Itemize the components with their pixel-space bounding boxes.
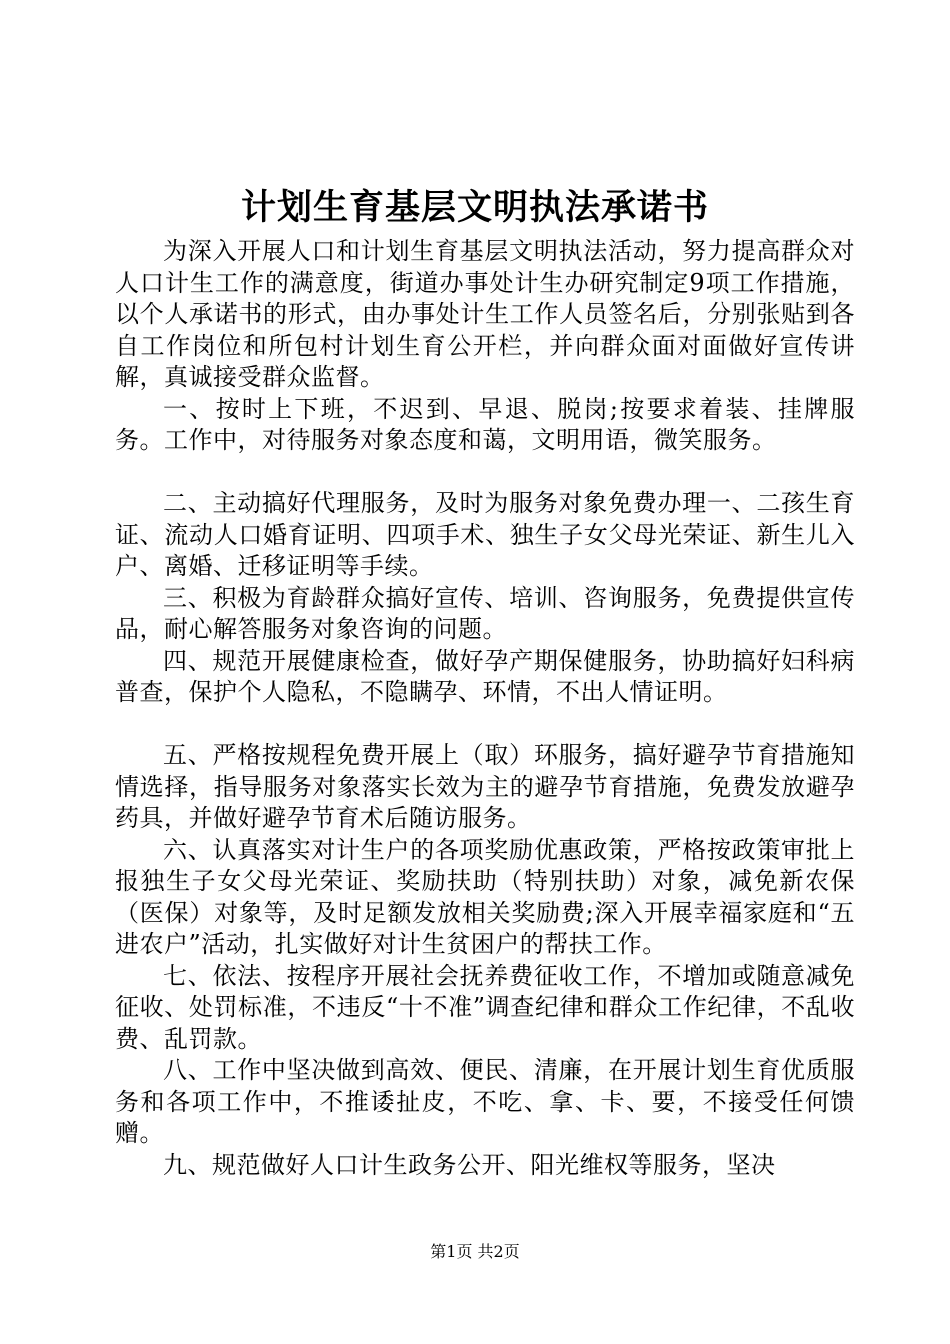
pledge-item-3: 三、积极为育龄群众搞好宣传、培训、咨询服务，免费提供宣传品，耐心解答服务对象咨询的问题。 — [115, 583, 855, 643]
pledge-item-6: 六、认真落实对计生户的各项奖励优惠政策，严格按政策审批上报独生子女父母光荣证、奖励扶助（特别扶助）对象，减免新农保（医保）对象等，及时足额发放相关奖励费;深入开展幸福家庭和“五进农户”活动，扎实做好对计生贫困户的帮扶工作。 — [115, 835, 855, 958]
pledge-item-4: 四、规范开展健康检查，做好孕产期保健服务，协助搞好妇科病普查，保护个人隐私，不隐瞒孕、环情，不出人情证明。 — [115, 646, 855, 706]
pledge-item-8: 八、工作中坚决做到高效、便民、清廉，在开展计划生育优质服务和各项工作中，不推诿扯皮，不吃、拿、卡、要，不接受任何馈赠。 — [115, 1056, 855, 1147]
pledge-item-9: 九、规范做好人口计生政务公开、阳光维权等服务，坚决 — [163, 1150, 776, 1179]
page-number-footer: 第1页 共2页 — [430, 1242, 520, 1261]
document-title: 计划生育基层文明执法承诺书 — [240, 187, 709, 228]
pledge-item-7: 七、依法、按程序开展社会抚养费征收工作，不增加或随意减免征收、处罚标准，不违反“十不准”调查纪律和群众工作纪律，不乱收费、乱罚款。 — [115, 961, 855, 1053]
document-body — [115, 236, 855, 1181]
pledge-item-5: 五、严格按规程免费开展上（取）环服务，搞好避孕节育措施知情选择，指导服务对象落实长效为主的避孕节育措施，免费发放避孕药具，并做好避孕节育术后随访服务。 — [115, 741, 855, 832]
pledge-item-1: 一、按时上下班，不迟到、早退、脱岗;按要求着装、挂牌服务。工作中，对待服务对象态度和蔼，文明用语，微笑服务。 — [115, 394, 855, 454]
pledge-item-2: 二、主动搞好代理服务，及时为服务对象免费办理一、二孩生育证、流动人口婚育证明、四项手术、独生子女父母光荣证、新生儿入户、离婚、迁移证明等手续。 — [115, 489, 855, 580]
intro-paragraph: 为深入开展人口和计划生育基层文明执法活动，努力提高群众对人口计生工作的满意度，街道办事处计生办研究制定9项工作措施，以个人承诺书的形式，由办事处计生工作人员签名后，分别张贴到各自工作岗位和所包村计划生育公开栏，并向群众面对面做好宣传讲解，真诚接受群众监督。 — [115, 237, 855, 391]
